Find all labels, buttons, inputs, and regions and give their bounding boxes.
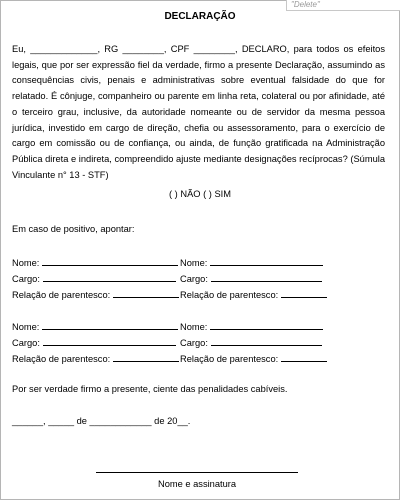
- relation-blank: [113, 352, 179, 362]
- name-label: Nome:: [180, 258, 208, 268]
- relative1-cargo-field[interactable]: [12, 272, 176, 284]
- name-blank: [210, 256, 323, 266]
- name-blank: [210, 320, 323, 330]
- name-label: Nome:: [12, 322, 40, 332]
- yes-no-options: ( ) NÃO ( ) SIM: [169, 189, 231, 199]
- relative3-cargo-field[interactable]: [12, 336, 176, 348]
- relative2-name-field[interactable]: [180, 256, 323, 268]
- relative4-cargo-field[interactable]: [180, 336, 322, 348]
- declaration-paragraph: Eu, _____________, RG ________, CPF ________, DECLARO, para todos os efeitos legais, que por ser expressão fiel da verdade, firmo a presente Declaração, assumindo as consequências civis, penais e administrativas sobre eventual falsidade do que for relatado. É cônjuge, companheiro ou parente em linha reta, colateral ou por afinidade, até o terceiro grau, inclusive, da autoridade nomeante ou de servidor da mesma pessoa jurídica, investido em cargo de direção, chefia ou assessoramento, para o exercício de cargo em comissão ou de confiança, ou ainda, de função gratificada na Administração Pública direta e indireta, compreendido ajuste mediante designações recíprocas? (Súmula Vinculante n° 13 - STF): [12, 44, 385, 180]
- signature-label: Nome e assinatura: [157, 479, 237, 489]
- cargo-label: Cargo:: [180, 338, 208, 348]
- signature-line: [96, 472, 298, 473]
- document-title: DECLARAÇÃO: [164, 11, 236, 22]
- relative4-name-field[interactable]: [180, 320, 323, 332]
- closing-statement: Por ser verdade firmo a presente, ciente das penalidades cabíveis.: [12, 384, 288, 394]
- relative2-cargo-field[interactable]: [180, 272, 322, 284]
- relation-label: Relação de parentesco:: [12, 290, 111, 300]
- date-line[interactable]: ______, _____ de ____________ de 20__.: [12, 416, 191, 426]
- relative4-relation-field[interactable]: [180, 352, 327, 364]
- relation-label: Relação de parentesco:: [180, 290, 279, 300]
- relative1-name-field[interactable]: [12, 256, 178, 268]
- cargo-label: Cargo:: [180, 274, 208, 284]
- relation-blank: [113, 288, 179, 298]
- name-label: Nome:: [12, 258, 40, 268]
- cargo-blank: [211, 272, 322, 282]
- name-label: Nome:: [180, 322, 208, 332]
- relative3-name-field[interactable]: [12, 320, 178, 332]
- relation-label: Relação de parentesco:: [12, 354, 111, 364]
- relative3-relation-field[interactable]: [12, 352, 179, 364]
- relation-blank: [281, 288, 327, 298]
- cargo-blank: [43, 272, 176, 282]
- cargo-label: Cargo:: [12, 338, 40, 348]
- relative1-relation-field[interactable]: [12, 288, 179, 300]
- name-blank: [42, 320, 178, 330]
- delete-tag[interactable]: "Delete": [286, 0, 400, 11]
- relative2-relation-field[interactable]: [180, 288, 327, 300]
- cargo-label: Cargo:: [12, 274, 40, 284]
- name-blank: [42, 256, 178, 266]
- cargo-blank: [211, 336, 322, 346]
- relation-blank: [281, 352, 327, 362]
- relation-label: Relação de parentesco:: [180, 354, 279, 364]
- if-positive-text: Em caso de positivo, apontar:: [12, 224, 135, 234]
- cargo-blank: [43, 336, 176, 346]
